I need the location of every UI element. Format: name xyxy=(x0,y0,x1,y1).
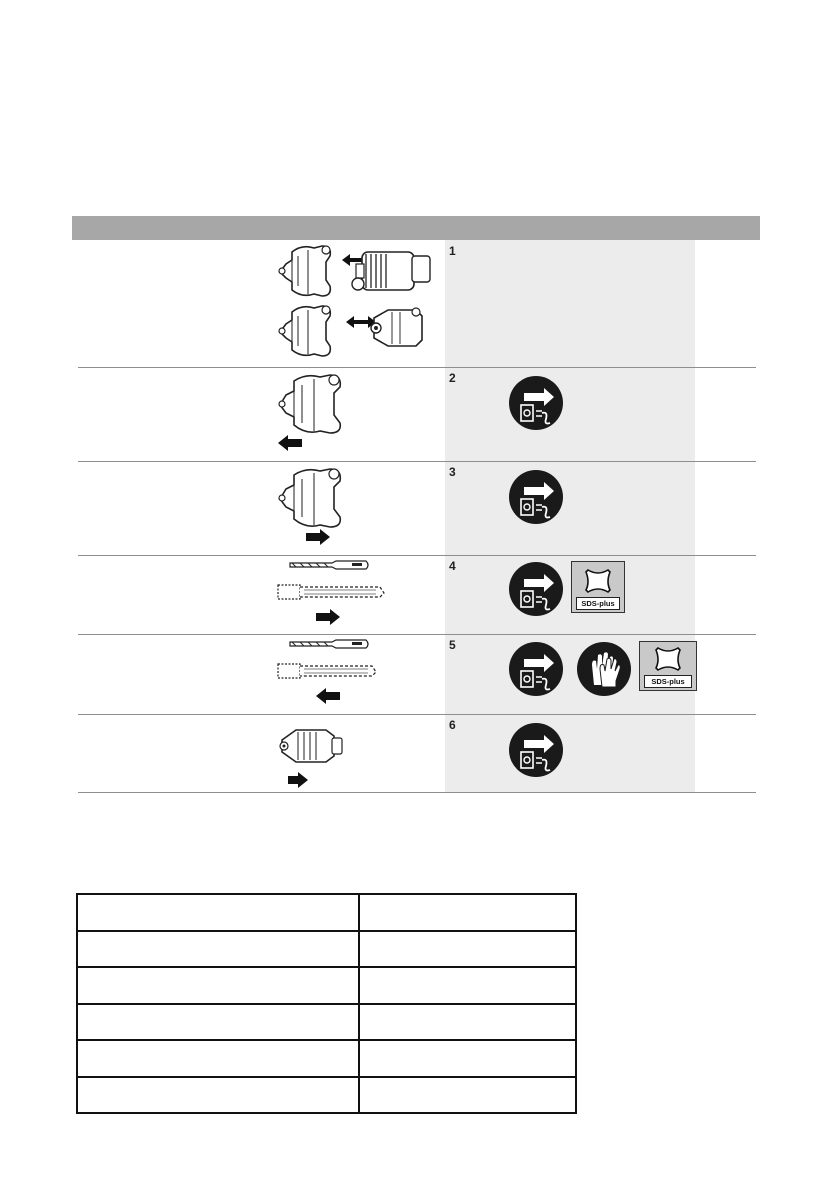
sds-plus-icon xyxy=(639,641,697,691)
step-number: 3 xyxy=(449,465,456,479)
chuck-exchange-illustration xyxy=(276,242,438,360)
table-row xyxy=(77,967,576,1004)
sds-plus-label: SDS-plus xyxy=(576,597,620,610)
unplug-icon xyxy=(508,641,564,697)
shaded-symbol-column xyxy=(445,240,695,793)
unplug-icon xyxy=(508,722,564,778)
unplug-icon xyxy=(508,561,564,617)
unplug-icon xyxy=(508,469,564,525)
table-row xyxy=(77,894,576,931)
blank-table xyxy=(76,893,577,1114)
step-number: 4 xyxy=(449,559,456,573)
step-number: 6 xyxy=(449,718,456,732)
keyless-chuck-illustration xyxy=(276,718,366,790)
row-divider xyxy=(78,367,756,368)
row-divider xyxy=(78,714,756,715)
step-number: 1 xyxy=(449,244,456,258)
unplug-icon xyxy=(508,375,564,431)
row-divider xyxy=(78,461,756,462)
gloves-icon xyxy=(576,641,632,697)
step-number: 2 xyxy=(449,371,456,385)
insert-chuck-illustration xyxy=(276,465,386,553)
table-row xyxy=(77,1004,576,1041)
table-row xyxy=(77,1040,576,1077)
row-divider xyxy=(78,555,756,556)
row-divider xyxy=(78,792,756,793)
table-row xyxy=(77,1077,576,1114)
row-divider xyxy=(78,634,756,635)
insert-bit-illustration xyxy=(276,557,386,629)
remove-bit-illustration xyxy=(276,636,386,710)
step-number: 5 xyxy=(449,638,456,652)
remove-chuck-illustration xyxy=(276,371,386,455)
table-row xyxy=(77,931,576,968)
sds-plus-icon xyxy=(571,561,625,613)
table-header-bar xyxy=(72,216,760,240)
sds-plus-label: SDS-plus xyxy=(644,675,692,688)
